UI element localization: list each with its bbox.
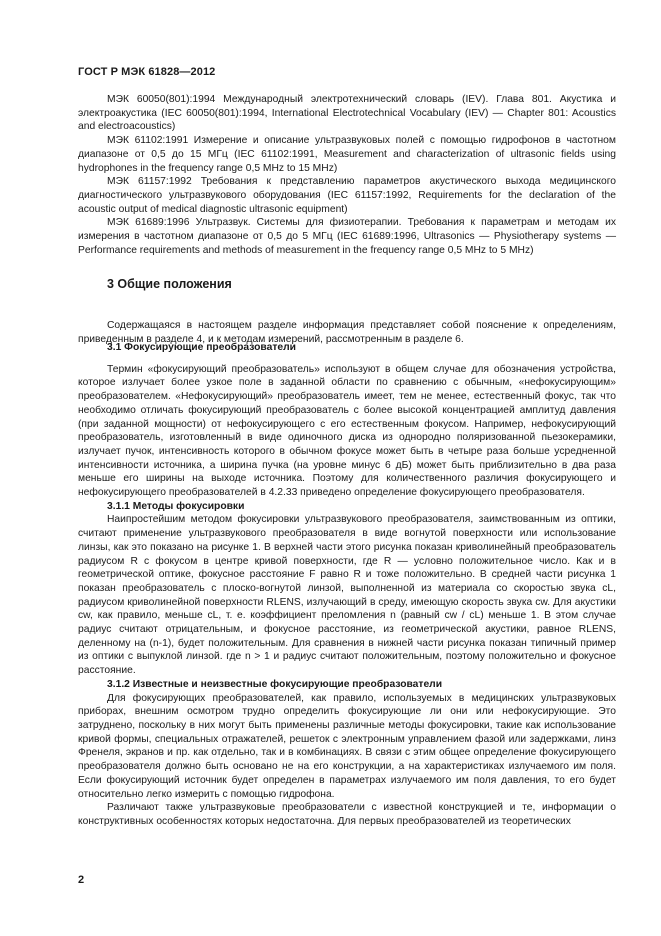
section-3-1-2-text-continued: Различают также ультразвуковые преобразователи с известной конструкцией и те, информации о конструктивных особенностях которых недостаточна. Для первых преобразователей из теоретических [78, 802, 616, 827]
section-3-1-1-text: Наипростейшим методом фокусировки ультразвукового преобразователя, заимствованным из оптики, считают применение ультразвукового преобразователя в виде вогнутой поверхности или использование линзы, как это показано на рисунке 1. В верхней части этого рисунка показан криволинейный преобразователь радиусом R с фокусом в центре кривой поверхности, где R — условно положительное число. Как и в геометрической оптике, фокусное расстояние F равно R и тоже положительно. В средней части рисунка 1 показан преобразователь с плоско-вогнутой линзой, выполненной из материала со скоростью звука cL, радиусом криволинейной поверхности RLENS, излучающий в среду, имеющую скорость звука cw. Для акустики cw, как правило, меньше cL, т. е. коэффициент преломления n (равный cw / cL) меньше 1. В этом случае радиус считают отрицательным, и фокусное расстояние, из геометрической акустики, равное RLENS, деленному на (n-1), будет положительным. Для сравнения в нижней части рисунка показан типичный пример из оптики с выпуклой линзой. где n > 1 и радиус считают положительным, поэтому положительно и фокусное расстояние. [78, 514, 616, 677]
section-3-1-2-text: Для фокусирующих преобразователей, как правило, используемых в медицинских ультразвуковых приборах, внешним осмотром трудно определить фокусирующие ли они или нефокусирующие. Это затруднено, поскольку в них могут быть применены различные методы фокусировки, такие как использование кривой формы, специальных отражателей, решеток с электронным управлением фазой или задержками, линз Френеля, экранов и пр. как отдельно, так и в комбинациях. В связи с этим общее определение фокусирующего преобразователя должно быть основано не на его конструкции, а на характеристиках излучаемого им поля. Если фокусирующий источник будет определен в параметрах излучаемого им поля давления, то его будет относительно легко измерить с помощью гидрофона. [78, 692, 616, 800]
reference-item: МЭК 61157:1992 Требования к представлению параметров акустического выхода медицинского диагностического ультразвукового оборудования (IEC 61157:1992, Requirements for the declaration of the acoustic output of medical diagnostic ultrasonic equipment) [78, 176, 616, 215]
reference-item: МЭК 60050(801):1994 Международный электротехнический словарь (IEV). Глава 801. Акустика и электроакустика (IEC 60050(801):1994, International Electrotechnical Vocabulary (IEV) — Chapter 801: Acoustics and electroacoustics) [78, 94, 616, 133]
section-3-1 [78, 341, 616, 829]
page-number: 2 [78, 874, 85, 886]
reference-item: МЭК 61689:1996 Ультразвук. Системы для физиотерапии. Требования к параметрам и методам их измерения в частотном диапазоне от 0,5 до 5 МГц (IEC 61689:1996, Ultrasonics — Physiotherapy systems — Performance requirements and methods of measurement in the frequency range 0,5 MHz to 5 MHz) [78, 217, 616, 256]
section-3-1-1-title: 3.1.1 Методы фокусировки [107, 500, 245, 512]
section-3-intro: Содержащаяся в настоящем разделе информация представляет собой пояснение к определениям, приведенным в разделе 4, и к методам измерений, рассмотренным в разделе 6. [78, 320, 616, 345]
document-header: ГОСТ Р МЭК 61828—2012 [78, 66, 216, 78]
section-3-1-title: 3.1 Фокусирующие преобразователи [107, 342, 296, 353]
reference-item: МЭК 61102:1991 Измерение и описание ультразвуковых полей с помощью гидрофонов в частотном диапазоне от 0,5 до 15 МГц (IEC 61102:1991, Measurement and characterization of ultrasonic fields using hydrophones in the frequency range 0,5 MHz to 15 MHz) [78, 135, 616, 174]
normative-references [78, 93, 616, 257]
section-3-1-text: Термин «фокусирующий преобразователь» используют в общем случае для обозначения устройства, которое излучает более узкое поле в заданной области по сравнению с обычным, «нефокусирующим» преобразователем. «Нефокусирующий» преобразователь имеет, тем не менее, естественный фокус, так что необходимо отличать фокусирующий преобразователь с более высокой концентрацией амплитуд давления (при заданной мощности) от нефокусирующего с его естественным фокусом. Например, нефокусирующий преобразователь, изготовленный в виде одиночного диска из однородно поляризованной пьезокерамики, излучает пучок, интенсивность которого в обычном фокусе может быть в четыре раза больше усредненной интенсивности источника, а ширина пучка (на уровне минус 6 дБ) может быть приблизительно в два раза меньше его ширины на выходе источника. Поэтому для количественного различия фокусирующего и нефокусирующего преобразователей в 4.2.33 приведено определение фокусирующего преобразователя. [78, 363, 616, 499]
section-3-title: 3 Общие положения [107, 277, 232, 291]
section-3-1-2-title: 3.1.2 Известные и неизвестные фокусирующие преобразователи [107, 678, 443, 690]
